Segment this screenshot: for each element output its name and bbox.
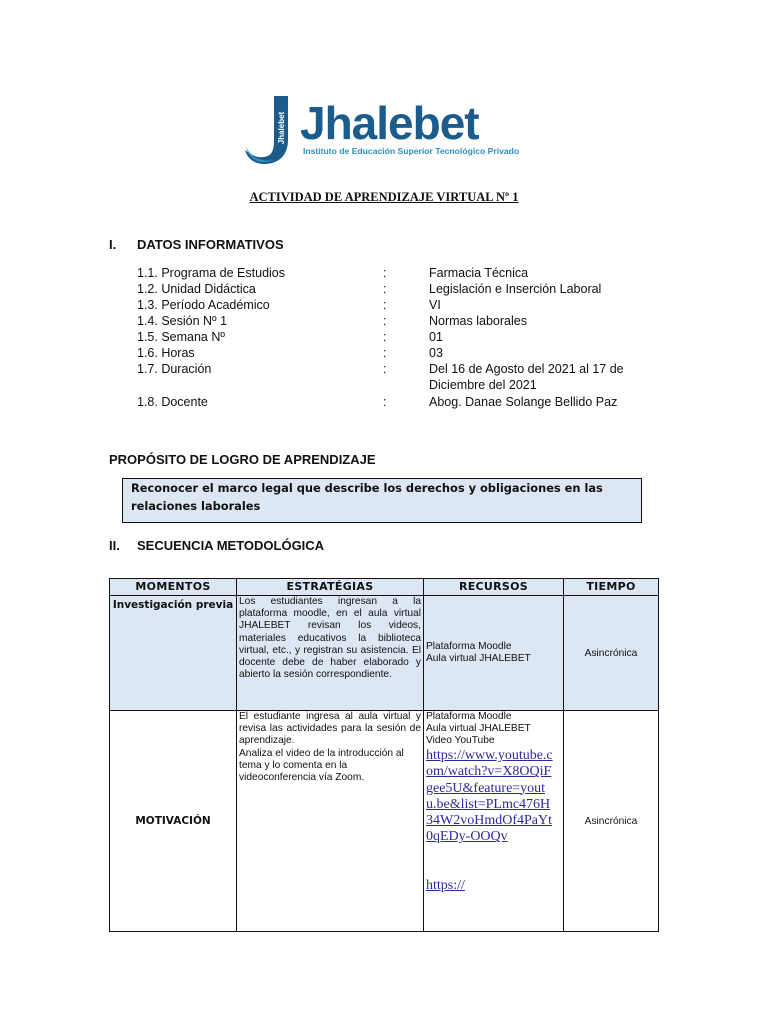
- info-colon: :: [383, 314, 387, 328]
- info-label: 1.6. Horas: [137, 346, 195, 360]
- time-cell: Asincrónica: [564, 596, 659, 711]
- header-moments: MOMENTOS: [110, 579, 237, 596]
- resource-item: Plataforma Moodle: [426, 711, 512, 722]
- logo-brand-name: Jhalebet: [300, 97, 479, 149]
- info-value: Abog. Danae Solange Bellido Paz: [429, 395, 618, 409]
- header-time: TIEMPO: [564, 579, 659, 596]
- time-cell: Asincrónica: [564, 711, 659, 932]
- info-label: 1.4. Sesión Nº 1: [137, 314, 228, 328]
- info-label: 1.1. Programa de Estudios: [137, 266, 285, 280]
- strategy-cell: [237, 711, 424, 932]
- info-label: 1.5. Semana Nº: [137, 330, 225, 344]
- info-colon: :: [383, 266, 387, 280]
- info-value: 01: [429, 330, 443, 344]
- moment-cell: MOTIVACIÓN: [110, 711, 237, 932]
- purpose-text: Reconocer el marco legal que describe los derechos y obligaciones en las relaciones laborales: [131, 481, 603, 513]
- header-resources: RECURSOS: [424, 579, 564, 596]
- info-label: 1.3. Período Académico: [137, 298, 270, 312]
- methodology-table: [109, 578, 659, 932]
- header-strategies: ESTRATÉGIAS: [237, 579, 424, 596]
- section-2-title: SECUENCIA METODOLÓGICA: [137, 538, 325, 553]
- resource-item: Aula virtual JHALEBET: [426, 653, 531, 664]
- info-colon: :: [383, 298, 387, 312]
- resource-item: Aula virtual JHALEBET: [426, 723, 531, 734]
- moment-cell: Investigación previa: [110, 596, 237, 711]
- resource-cell: [424, 711, 564, 932]
- resource-item: Video YouTube: [426, 735, 495, 746]
- info-value: Del 16 de Agosto del 2021 al 17 de Diciembre del 2021: [429, 362, 624, 392]
- info-value: 03: [429, 346, 443, 360]
- resource-item: Plataforma Moodle: [426, 641, 512, 652]
- section-1-title: DATOS INFORMATIVOS: [137, 237, 284, 252]
- resource-cell: [424, 596, 564, 711]
- purpose-title: PROPÓSITO DE LOGRO DE APRENDIZAJE: [109, 452, 376, 467]
- table-row: [110, 711, 659, 932]
- info-label: 1.8. Docente: [137, 395, 208, 409]
- info-label: 1.7. Duración: [137, 362, 212, 376]
- section-1-number: I.: [109, 237, 117, 252]
- info-colon: :: [383, 330, 387, 344]
- logo-vertical-text: Jhalebet: [277, 111, 286, 145]
- section-2-number: II.: [109, 538, 120, 553]
- info-value: Legislación e Inserción Laboral: [429, 282, 602, 296]
- jhalebet-j-mark-icon: [244, 94, 304, 166]
- second-link[interactable]: https://: [426, 877, 465, 893]
- strategy-cell: Los estudiantes ingresan a la plataforma moodle, en el aula virtual JHALEBET revisan los videos, materiales educativos la biblioteca virtual, etc., y registran su asistencia. El docente debe de haber elaborado y abierto la sesión correspondiente.: [237, 596, 424, 711]
- youtube-link[interactable]: https://www.youtube.com/watch?v=X8OQiFgee5U&feature=youtu.be&list=PLmc476H34W2voHmdOf4PaYt0qEDy-OOQv: [426, 748, 553, 845]
- table-row: [110, 596, 659, 711]
- info-colon: :: [383, 395, 387, 409]
- document-title: ACTIVIDAD DE APRENDIZAJE VIRTUAL Nº 1: [249, 190, 519, 204]
- strategy-text: Analiza el video de la introducción al tema y lo comenta en la videoconferencia vía Zoom.: [239, 747, 404, 784]
- info-value: Farmacia Técnica: [429, 266, 529, 280]
- info-label: 1.2. Unidad Didáctica: [137, 282, 256, 296]
- strategy-text: El estudiante ingresa al aula virtual y revisa las actividades para la sesión de aprendizaje.: [239, 711, 421, 747]
- info-value: VI: [429, 298, 441, 312]
- info-colon: :: [383, 362, 387, 376]
- info-colon: :: [383, 282, 387, 296]
- logo-subtitle: Instituto de Educación Superior Tecnológico Privado: [303, 146, 520, 156]
- info-value: Normas laborales: [429, 314, 527, 328]
- info-colon: :: [383, 346, 387, 360]
- table-header-row: [110, 579, 659, 596]
